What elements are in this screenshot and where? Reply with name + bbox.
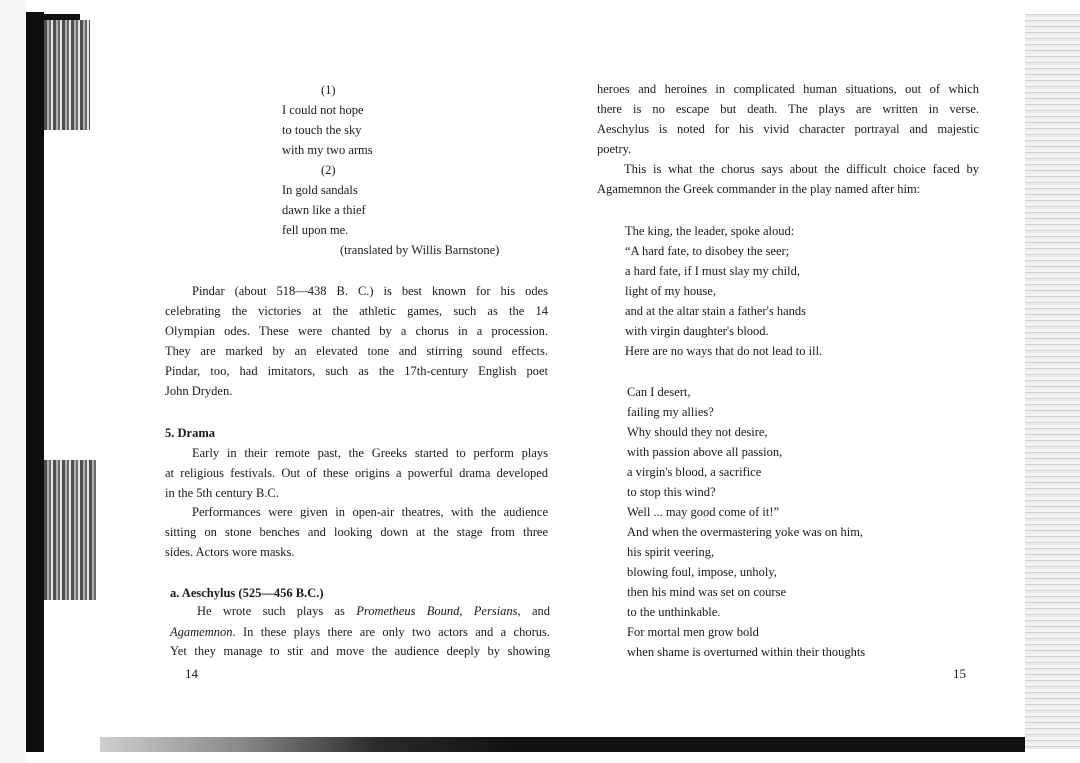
verse-line: with virgin daughter's blood. (625, 324, 769, 338)
verse-line: The king, the leader, spoke aloud: (625, 224, 795, 238)
paragraph-line: sides. Actors wore masks. (165, 545, 295, 559)
binding-edge-texture (44, 460, 96, 600)
page-number-left: 14 (185, 666, 198, 681)
poem-line: I could not hope (282, 103, 364, 117)
scan-margin-left (0, 0, 26, 763)
section-heading-drama: 5. Drama (165, 426, 215, 440)
paragraph-line: Early in their remote past, the Greeks started to perform plays (192, 446, 548, 460)
verse-line: Here are no ways that do not lead to ill. (625, 344, 823, 358)
subsection-heading-aeschylus: a. Aeschylus (525—456 B.C.) (170, 586, 324, 600)
paragraph-line: Olympian odes. These were chanted by a chorus in a procession. (165, 324, 548, 338)
play-title: Agamemnon (170, 625, 233, 639)
paragraph-line: at religious festivals. Out of these origins a powerful drama developed (165, 466, 548, 480)
verse-line: to stop this wind? (627, 485, 716, 499)
book-binding-shadow (26, 12, 44, 752)
verse-line: then his mind was set on course (627, 585, 787, 599)
poem-number: (1) (321, 83, 336, 97)
verse-line: Can I desert, (627, 385, 691, 399)
poem-line: In gold sandals (282, 183, 358, 197)
paragraph-line: He wrote such plays as Prometheus Bound, Persians, and (197, 604, 550, 618)
verse-line: Why should they not desire, (627, 425, 768, 439)
paragraph-line: Agamemnon the Greek commander in the play named after him: (597, 182, 921, 196)
verse-line: light of my house, (625, 284, 716, 298)
paragraph-line: celebrating the victories at the athletic games, such as the 14 (165, 304, 548, 318)
paragraph-line: sitting on stone benches and looking down at the stage from three (165, 525, 548, 539)
paragraph-line: Agamemnon. In these plays there are only two actors and a chorus. (170, 625, 550, 639)
paragraph-line: Yet they manage to stir and move the audience deeply by showing (170, 644, 550, 658)
verse-line: a hard fate, if I must slay my child, (625, 264, 800, 278)
paragraph-line: heroes and heroines in complicated human situations, out of which (597, 82, 979, 96)
verse-line: For mortal men grow bold (627, 625, 759, 639)
paragraph-line: in the 5th century B.C. (165, 486, 279, 500)
page-number-right: 15 (953, 666, 966, 681)
paragraph-line: Pindar, too, had imitators, such as the 17th-century English poet (165, 364, 548, 378)
paragraph-line: They are marked by an elevated tone and stirring sound effects. (165, 344, 548, 358)
poem-line: with my two arms (282, 143, 373, 157)
verse-line: “A hard fate, to disobey the seer; (625, 244, 790, 258)
verse-line: and at the altar stain a father's hands (625, 304, 806, 318)
poem-number: (2) (321, 163, 336, 177)
verse-line: a virgin's blood, a sacrifice (627, 465, 762, 479)
play-title: Prometheus Bound (356, 604, 460, 618)
verse-line: failing my allies? (627, 405, 714, 419)
verse-line: blowing foul, impose, unholy, (627, 565, 777, 579)
paragraph-line: Pindar (about 518—438 B. C.) is best known for his odes (192, 284, 548, 298)
verse-line: And when the overmastering yoke was on him, (627, 525, 864, 539)
paragraph-line: Performances were given in open-air theatres, with the audience (192, 505, 548, 519)
verse-line: Well ... may good come of it!” (627, 505, 780, 519)
scan-margin-right (1025, 14, 1080, 749)
binding-edge-texture (44, 20, 90, 130)
paragraph-line: there is no escape but death. The plays are written in verse. (597, 102, 979, 116)
paragraph-line: Aeschylus is noted for his vivid character portrayal and majestic (597, 122, 979, 136)
paragraph-line: This is what the chorus says about the difficult choice faced by (624, 162, 979, 176)
verse-line: to the unthinkable. (627, 605, 721, 619)
translation-credit: (translated by Willis Barnstone) (340, 243, 500, 257)
poem-line: dawn like a thief (282, 203, 366, 217)
verse-line: with passion above all passion, (627, 445, 783, 459)
verse-line: his spirit veering, (627, 545, 715, 559)
scan-bottom-bar (100, 737, 1025, 752)
verse-line: when shame is overturned within their thoughts (627, 645, 866, 659)
poem-line: fell upon me. (282, 223, 349, 237)
paragraph-line: poetry. (597, 142, 632, 156)
play-title: Persians (473, 604, 518, 618)
paragraph-line: John Dryden. (165, 384, 233, 398)
poem-line: to touch the sky (282, 123, 362, 137)
